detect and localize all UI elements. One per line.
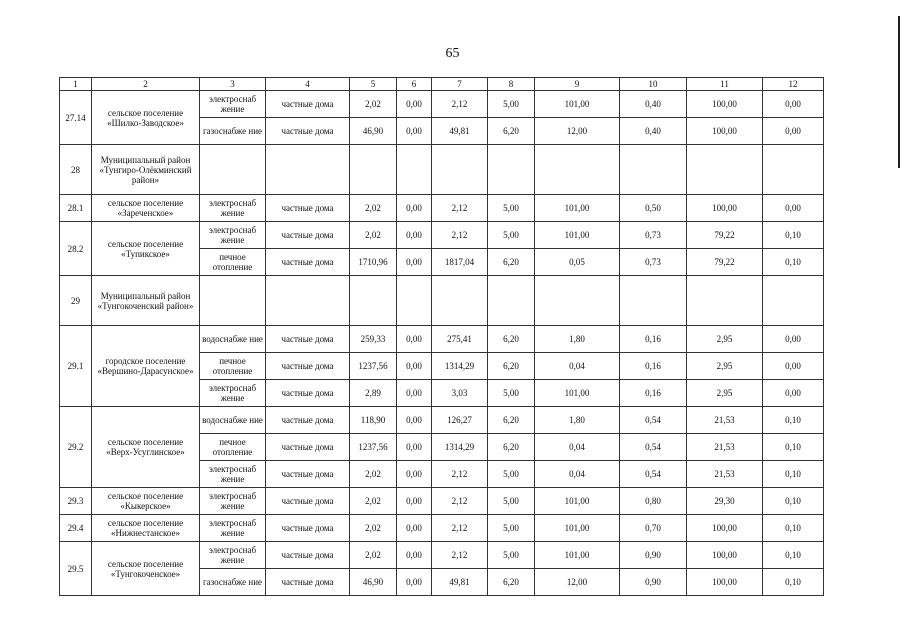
row-number: 29 [60,276,92,326]
value-cell-5: 1710,96 [350,249,397,276]
value-cell-7: 3,03 [432,380,488,407]
empty-cell [397,145,432,195]
value-cell-6: 0,00 [397,222,432,249]
table-row [60,222,824,249]
value-cell-5: 2,02 [350,542,397,569]
value-cell-10: 0,40 [620,91,687,118]
empty-cell [763,145,824,195]
empty-cell [488,276,535,326]
row-number: 29.4 [60,515,92,542]
value-cell-9: 101,00 [535,222,620,249]
value-cell-7: 1817,04 [432,249,488,276]
value-cell-6: 0,00 [397,195,432,222]
value-cell-11: 100,00 [687,515,763,542]
value-cell-9: 0,04 [535,461,620,488]
empty-cell [535,145,620,195]
value-cell-11: 21,53 [687,407,763,434]
value-cell-12: 0,10 [763,434,824,461]
value-cell-10: 0,50 [620,195,687,222]
row-number: 27.14 [60,91,92,145]
value-cell-6: 0,00 [397,434,432,461]
value-cell-8: 6,20 [488,407,535,434]
value-cell-11: 100,00 [687,91,763,118]
settlement-name: сельское поселение «Шилко-Заводское» [92,91,200,145]
value-cell-11: 100,00 [687,195,763,222]
row-number: 28.2 [60,222,92,276]
table-row [60,195,824,222]
value-cell-10: 0,73 [620,249,687,276]
row-number: 29.3 [60,488,92,515]
value-cell-12: 0,10 [763,515,824,542]
table-row [60,515,824,542]
value-cell-12: 0,00 [763,195,824,222]
value-cell-11: 79,22 [687,222,763,249]
value-cell-10: 0,16 [620,326,687,353]
value-cell-11: 21,53 [687,434,763,461]
value-cell-8: 5,00 [488,461,535,488]
column-header-5: 5 [350,78,397,91]
utility-type: электроснаб жение [200,91,266,118]
value-cell-5: 2,89 [350,380,397,407]
value-cell-9: 0,04 [535,434,620,461]
value-cell-7: 49,81 [432,118,488,145]
value-cell-6: 0,00 [397,569,432,596]
value-cell-8: 5,00 [488,542,535,569]
value-cell-12: 0,00 [763,353,824,380]
value-cell-12: 0,00 [763,118,824,145]
empty-cell [200,276,266,326]
value-cell-6: 0,00 [397,515,432,542]
housing-type: частные дома [266,353,350,380]
value-cell-12: 0,10 [763,542,824,569]
column-header-10: 10 [620,78,687,91]
empty-cell [350,276,397,326]
tariff-table [59,77,824,596]
empty-cell [488,145,535,195]
empty-cell [687,276,763,326]
settlement-name: сельское поселение «Тунгокоченское» [92,542,200,596]
utility-type: печное отопление [200,434,266,461]
housing-type: частные дома [266,515,350,542]
housing-type: частные дома [266,222,350,249]
housing-type: частные дома [266,326,350,353]
row-number: 29.2 [60,407,92,488]
table-row [60,407,824,434]
table-row [60,542,824,569]
table-row [60,488,824,515]
header-row [60,78,824,91]
value-cell-5: 2,02 [350,91,397,118]
value-cell-12: 0,00 [763,91,824,118]
value-cell-5: 1237,56 [350,353,397,380]
value-cell-5: 1237,56 [350,434,397,461]
value-cell-7: 2,12 [432,515,488,542]
value-cell-5: 46,90 [350,569,397,596]
value-cell-12: 0,00 [763,380,824,407]
empty-cell [535,276,620,326]
settlement-name: городское поселение «Вершино-Дарасунское» [92,326,200,407]
utility-type: электроснаб жение [200,461,266,488]
value-cell-7: 275,41 [432,326,488,353]
value-cell-7: 2,12 [432,488,488,515]
column-header-6: 6 [397,78,432,91]
value-cell-8: 6,20 [488,326,535,353]
value-cell-11: 29,30 [687,488,763,515]
value-cell-7: 2,12 [432,222,488,249]
settlement-name: сельское поселение «Верх-Усуглинское» [92,407,200,488]
settlement-name: сельское поселение «Кыкерское» [92,488,200,515]
empty-cell [432,276,488,326]
value-cell-9: 101,00 [535,380,620,407]
value-cell-9: 12,00 [535,569,620,596]
value-cell-8: 6,20 [488,249,535,276]
value-cell-6: 0,00 [397,407,432,434]
utility-type: электроснаб жение [200,488,266,515]
value-cell-6: 0,00 [397,488,432,515]
value-cell-9: 12,00 [535,118,620,145]
empty-cell [620,145,687,195]
table-row [60,276,824,326]
value-cell-5: 118,90 [350,407,397,434]
utility-type: электроснаб жение [200,222,266,249]
value-cell-12: 0,10 [763,249,824,276]
housing-type: частные дома [266,461,350,488]
row-number: 28 [60,145,92,195]
value-cell-11: 100,00 [687,542,763,569]
settlement-name: Муниципальный район «Тунгокоченский район» [92,276,200,326]
column-header-3: 3 [200,78,266,91]
housing-type: частные дома [266,195,350,222]
utility-type: электроснаб жение [200,380,266,407]
value-cell-11: 2,95 [687,380,763,407]
edge-mark [898,16,900,168]
housing-type: частные дома [266,434,350,461]
value-cell-10: 0,73 [620,222,687,249]
value-cell-11: 100,00 [687,118,763,145]
table-row [60,91,824,118]
value-cell-9: 101,00 [535,542,620,569]
housing-type: частные дома [266,488,350,515]
value-cell-9: 0,04 [535,353,620,380]
table-row [60,326,824,353]
value-cell-9: 101,00 [535,515,620,542]
settlement-name: сельское поселение «Зареченское» [92,195,200,222]
settlement-name: сельское поселение «Тупикское» [92,222,200,276]
value-cell-10: 0,54 [620,461,687,488]
value-cell-7: 2,12 [432,195,488,222]
table-row [60,145,824,195]
value-cell-12: 0,00 [763,326,824,353]
value-cell-7: 1314,29 [432,434,488,461]
empty-cell [763,276,824,326]
value-cell-8: 5,00 [488,91,535,118]
value-cell-7: 1314,29 [432,353,488,380]
value-cell-5: 2,02 [350,461,397,488]
housing-type: частные дома [266,569,350,596]
value-cell-6: 0,00 [397,91,432,118]
housing-type: частные дома [266,249,350,276]
value-cell-11: 2,95 [687,326,763,353]
settlement-name: сельское поселение «Нижнестанское» [92,515,200,542]
settlement-name: Муниципальный район «Тунгиро-Олёкминский район» [92,145,200,195]
value-cell-8: 6,20 [488,353,535,380]
empty-cell [432,145,488,195]
utility-type: печное отопление [200,249,266,276]
value-cell-9: 1,80 [535,326,620,353]
value-cell-8: 6,20 [488,434,535,461]
housing-type: частные дома [266,542,350,569]
value-cell-6: 0,00 [397,249,432,276]
value-cell-8: 5,00 [488,380,535,407]
value-cell-5: 2,02 [350,515,397,542]
value-cell-12: 0,10 [763,488,824,515]
value-cell-7: 2,12 [432,91,488,118]
empty-cell [687,145,763,195]
value-cell-8: 6,20 [488,569,535,596]
value-cell-12: 0,10 [763,569,824,596]
value-cell-10: 0,54 [620,407,687,434]
value-cell-6: 0,00 [397,542,432,569]
value-cell-9: 101,00 [535,91,620,118]
row-number: 28.1 [60,195,92,222]
value-cell-8: 5,00 [488,222,535,249]
value-cell-7: 126,27 [432,407,488,434]
value-cell-10: 0,90 [620,542,687,569]
column-header-7: 7 [432,78,488,91]
empty-cell [397,276,432,326]
table-body [60,78,824,596]
column-header-1: 1 [60,78,92,91]
value-cell-12: 0,10 [763,461,824,488]
utility-type: электроснаб жение [200,542,266,569]
value-cell-11: 100,00 [687,569,763,596]
value-cell-10: 0,70 [620,515,687,542]
value-cell-5: 46,90 [350,118,397,145]
housing-type: частные дома [266,91,350,118]
value-cell-12: 0,10 [763,222,824,249]
column-header-4: 4 [266,78,350,91]
value-cell-5: 2,02 [350,222,397,249]
column-header-2: 2 [92,78,200,91]
value-cell-8: 5,00 [488,488,535,515]
value-cell-10: 0,40 [620,118,687,145]
column-header-11: 11 [687,78,763,91]
value-cell-9: 101,00 [535,195,620,222]
empty-cell [266,145,350,195]
empty-cell [266,276,350,326]
value-cell-11: 2,95 [687,353,763,380]
value-cell-10: 0,90 [620,569,687,596]
utility-type: водоснабже ние [200,326,266,353]
value-cell-12: 0,10 [763,407,824,434]
utility-type: электроснаб жение [200,195,266,222]
value-cell-10: 0,16 [620,353,687,380]
value-cell-8: 5,00 [488,515,535,542]
value-cell-10: 0,16 [620,380,687,407]
column-header-12: 12 [763,78,824,91]
column-header-8: 8 [488,78,535,91]
value-cell-11: 79,22 [687,249,763,276]
row-number: 29.1 [60,326,92,407]
value-cell-5: 2,02 [350,488,397,515]
value-cell-9: 1,80 [535,407,620,434]
value-cell-5: 259,33 [350,326,397,353]
value-cell-8: 5,00 [488,195,535,222]
utility-type: электроснаб жение [200,515,266,542]
value-cell-7: 2,12 [432,542,488,569]
value-cell-10: 0,54 [620,434,687,461]
value-cell-11: 21,53 [687,461,763,488]
value-cell-9: 0,05 [535,249,620,276]
value-cell-7: 49,81 [432,569,488,596]
value-cell-7: 2,12 [432,461,488,488]
page-number: 65 [445,46,460,61]
column-header-9: 9 [535,78,620,91]
row-number: 29.5 [60,542,92,596]
value-cell-6: 0,00 [397,353,432,380]
utility-type: водоснабже ние [200,407,266,434]
housing-type: частные дома [266,407,350,434]
empty-cell [200,145,266,195]
utility-type: газоснабже ние [200,118,266,145]
housing-type: частные дома [266,118,350,145]
value-cell-10: 0,80 [620,488,687,515]
value-cell-8: 6,20 [488,118,535,145]
value-cell-6: 0,00 [397,326,432,353]
value-cell-9: 101,00 [535,488,620,515]
empty-cell [350,145,397,195]
value-cell-6: 0,00 [397,461,432,488]
housing-type: частные дома [266,380,350,407]
value-cell-6: 0,00 [397,118,432,145]
value-cell-6: 0,00 [397,380,432,407]
utility-type: печное отопление [200,353,266,380]
empty-cell [620,276,687,326]
utility-type: газоснабже ние [200,569,266,596]
value-cell-5: 2,02 [350,195,397,222]
